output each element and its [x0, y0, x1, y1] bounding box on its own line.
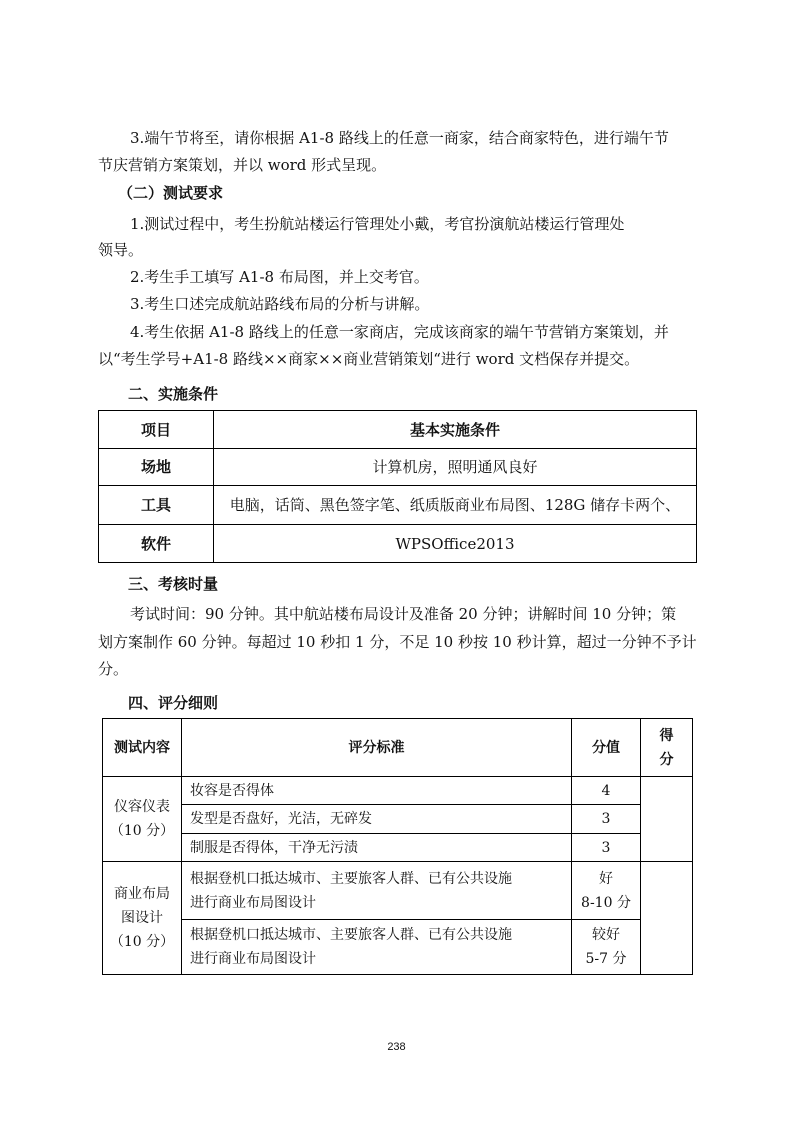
table-row — [99, 525, 697, 563]
standard-cell — [182, 862, 572, 920]
requirement-line: 领导。 — [98, 241, 144, 259]
standard-line: 进行商业布局图设计 — [190, 951, 316, 967]
score-line: 5-7 分 — [585, 951, 627, 967]
header-cell: 基本实施条件 — [214, 411, 697, 449]
score-cell: 4 — [572, 777, 641, 805]
section-heading-test-requirements: （二）测试要求 — [118, 184, 224, 202]
content-cell — [103, 862, 182, 975]
content-line: （10 分） — [109, 934, 175, 950]
content-line: 仪容仪表 — [114, 799, 170, 815]
section-heading-exam-time: 三、考核时量 — [128, 575, 219, 593]
header-cell: 评分标准 — [182, 719, 572, 777]
task-item-3-line2: 节庆营销方案策划，并以 word 形式呈现。 — [98, 156, 387, 174]
requirement-line: 3.考生口述完成航站路线布局的分析与讲解。 — [130, 295, 430, 313]
exam-time-line: 划方案制作 60 分钟。每超过 10 秒扣 1 分，不足 10 秒按 10 秒计算，超过一分钟不予计 — [98, 633, 697, 651]
header-score-line1: 得 — [659, 727, 674, 744]
table-row — [103, 920, 693, 975]
table-row — [103, 862, 693, 920]
content-line: （10 分） — [109, 823, 175, 839]
standard-line: 根据登机口抵达城市、主要旅客人群、已有公共设施 — [190, 927, 512, 943]
header-score-line2: 分 — [659, 751, 674, 768]
header-cell: 项目 — [99, 411, 214, 449]
score-line: 好 — [599, 870, 613, 887]
score-cell: 3 — [572, 834, 641, 862]
content-cell — [103, 777, 182, 862]
header-cell: 测试内容 — [103, 719, 182, 777]
score-line: 较好 — [592, 927, 620, 943]
score-cell — [572, 920, 641, 975]
score-line: 8-10 分 — [581, 894, 631, 911]
score-cell: 3 — [572, 805, 641, 834]
section-heading-scoring: 四、评分细则 — [128, 694, 219, 712]
standard-cell: 妆容是否得体 — [182, 777, 572, 805]
content-line: 图设计 — [121, 910, 163, 926]
standard-line: 进行商业布局图设计 — [190, 894, 316, 911]
requirement-line: 以“考生学号+A1-8 路线××商家××商业营销策划“进行 word 文档保存并提交。 — [98, 350, 640, 368]
standard-line: 根据登机口抵达城市、主要旅客人群、已有公共设施 — [190, 870, 512, 887]
task-item-3-line1: 3.端午节将至，请你根据 A1-8 路线上的任意一商家，结合商家特色，进行端午节 — [130, 129, 669, 147]
table-row — [99, 486, 697, 525]
section-heading-conditions: 二、实施条件 — [128, 385, 219, 403]
table-row — [103, 805, 693, 834]
row-label: 场地 — [99, 449, 214, 486]
requirement-line: 2.考生手工填写 A1-8 布局图，并上交考官。 — [130, 268, 429, 286]
page-number: 238 — [387, 1041, 406, 1053]
header-cell — [641, 719, 693, 777]
score-cell — [572, 862, 641, 920]
header-cell: 分值 — [572, 719, 641, 777]
standard-cell — [182, 920, 572, 975]
earned-score-cell — [641, 777, 693, 862]
table-header-row — [99, 411, 697, 449]
standard-cell: 制服是否得体，干净无污渍 — [182, 834, 572, 862]
table-row — [99, 449, 697, 486]
requirement-line: 1.测试过程中，考生扮航站楼运行管理处小戴，考官扮演航站楼运行管理处 — [130, 215, 625, 233]
row-value: WPSOffice2013 — [214, 525, 697, 563]
row-value: 电脑，话筒、黑色签字笔、纸质版商业布局图、128G 储存卡两个、 — [214, 486, 697, 525]
conditions-table — [98, 410, 697, 563]
exam-time-line: 考试时间：90 分钟。其中航站楼布局设计及准备 20 分钟；讲解时间 10 分钟；策 — [130, 605, 677, 623]
row-label: 工具 — [99, 486, 214, 525]
row-label: 软件 — [99, 525, 214, 563]
table-header-row — [103, 719, 693, 777]
content-line: 商业布局 — [114, 886, 170, 902]
earned-score-cell — [641, 862, 693, 975]
scoring-table — [102, 718, 693, 975]
requirement-line: 4.考生依据 A1-8 路线上的任意一家商店，完成该商家的端午节营销方案策划，并 — [130, 323, 669, 341]
exam-time-line: 分。 — [98, 660, 129, 678]
row-value: 计算机房，照明通风良好 — [214, 449, 697, 486]
table-row — [103, 777, 693, 805]
standard-cell: 发型是否盘好，光洁，无碎发 — [182, 805, 572, 834]
table-row — [103, 834, 693, 862]
